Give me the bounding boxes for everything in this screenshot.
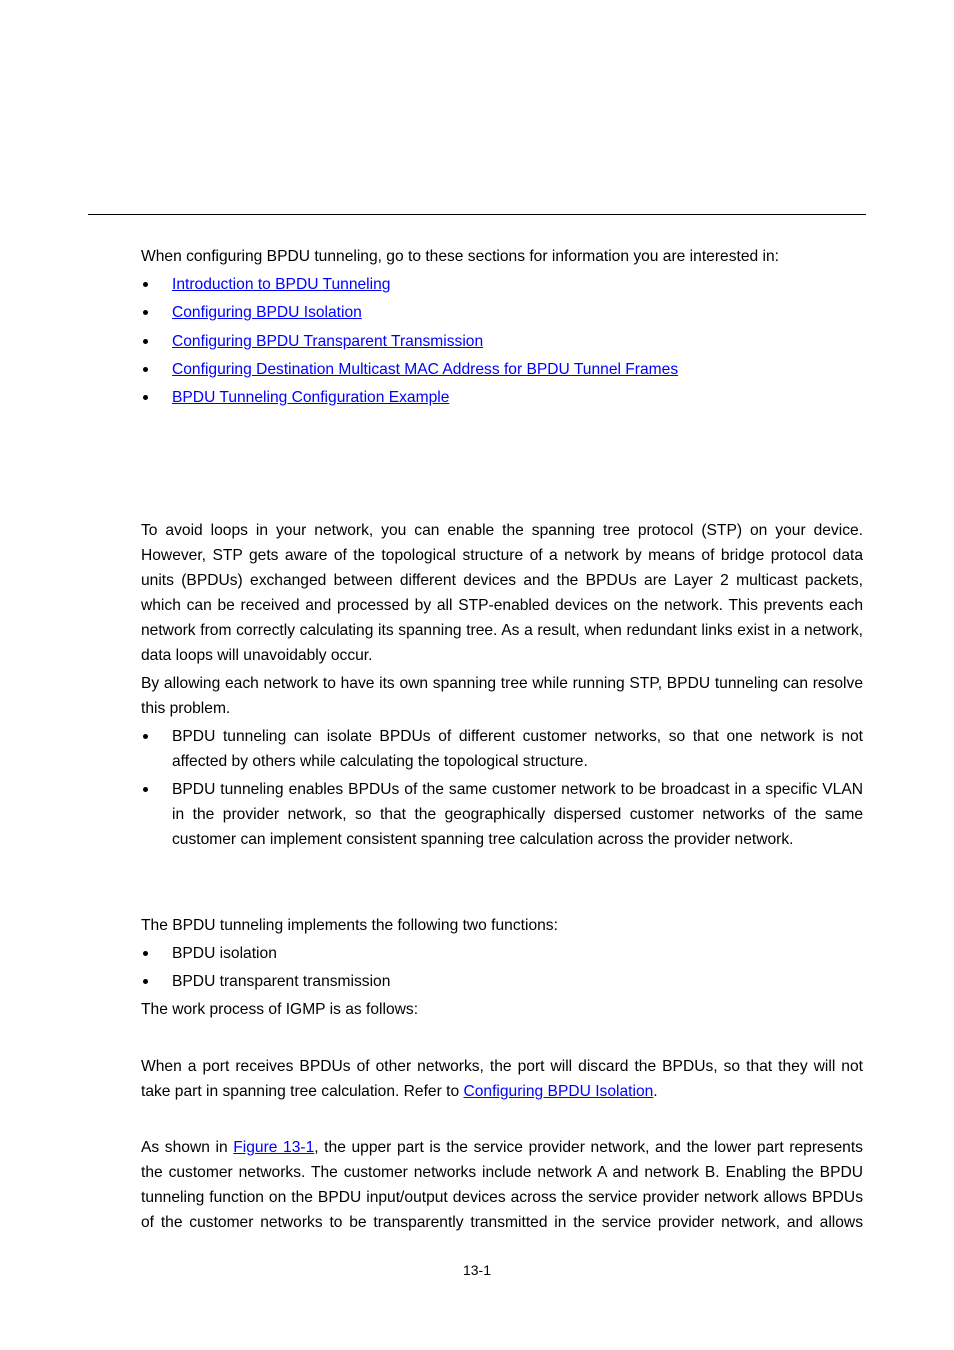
isolation-line (141, 1079, 863, 1104)
bullet-icon (143, 310, 148, 315)
bullet-icon (143, 979, 148, 984)
transparent-line (141, 1135, 863, 1160)
page-number: 13-1 (462, 1262, 492, 1278)
transparent-line-rest: , the upper part is the service provider network, and the lower part represents (314, 1139, 863, 1156)
overview-p1-line: which can be received and processed by all STP-enabled devices on the network. This prevents each (141, 597, 863, 614)
isolation-line-end: . (653, 1083, 658, 1100)
overview-p2-line: this problem. (141, 700, 231, 717)
overview-bullet2-line: BPDU tunneling enables BPDUs of the same customer network to be broadcast in a specific VLAN (172, 781, 863, 798)
overview-p1-line: data loops will unavoidably occur. (141, 647, 373, 664)
function-item: BPDU transparent transmission (172, 973, 391, 990)
link-config-example[interactable]: BPDU Tunneling Configuration Example (172, 389, 450, 406)
overview-bullet2-line: customer can implement consistent spanning tree calculation across the provider network. (172, 831, 794, 848)
transparent-line-text: As shown in (141, 1139, 234, 1156)
isolation-line-text: take part in spanning tree calculation. Refer to (141, 1083, 464, 1100)
overview-bullet2-line: in the provider network, so that the geographically dispersed customer networks of the same (172, 806, 863, 823)
functions-text: The BPDU tunneling implements the following two functions: (141, 917, 558, 934)
work-process-text: The work process of IGMP is as follows: (141, 1001, 419, 1018)
bullet-icon (143, 339, 148, 344)
overview-p1-line: To avoid loops in your network, you can enable the spanning tree protocol (STP) on your device. (141, 522, 863, 539)
link-bpdu-isolation[interactable]: Configuring BPDU Isolation (172, 304, 362, 321)
transparent-line: tunneling function on the BPDU input/output devices across the service provider network allows BPDUs (141, 1189, 863, 1206)
chapter-rule (88, 214, 866, 215)
transparent-line: the customer networks. The customer networks include network A and network B. Enabling the BPDU (141, 1164, 863, 1181)
function-item: BPDU isolation (172, 945, 277, 962)
link-destination-mac[interactable]: Configuring Destination Multicast MAC Address for BPDU Tunnel Frames (172, 361, 679, 378)
bullet-icon (143, 951, 148, 956)
overview-p1-line: However, STP gets aware of the topological structure of a network by means of bridge protocol data (141, 547, 863, 564)
bullet-icon (143, 734, 148, 739)
bullet-icon (143, 367, 148, 372)
overview-bullet1-line: affected by others while calculating the topological structure. (172, 753, 588, 770)
overview-p2-line: By allowing each network to have its own spanning tree while running STP, BPDU tunneling can resolve (141, 675, 863, 692)
link-introduction[interactable]: Introduction to BPDU Tunneling (172, 276, 391, 293)
bullet-icon (143, 787, 148, 792)
overview-p1-line: units (BPDUs) exchanged between different devices and the BPDUs are Layer 2 multicast packets, (141, 572, 863, 589)
transparent-line: of the customer networks to be transparently transmitted in the service provider network, and allows (141, 1214, 863, 1231)
bullet-icon (143, 282, 148, 287)
overview-bullet1-line: BPDU tunneling can isolate BPDUs of different customer networks, so that one network is not (172, 728, 863, 745)
link-bpdu-isolation-inline[interactable]: Configuring BPDU Isolation (463, 1083, 654, 1100)
link-transparent-transmission[interactable]: Configuring BPDU Transparent Transmission (172, 333, 484, 350)
intro-text: When configuring BPDU tunneling, go to these sections for information you are interested in: (141, 248, 779, 265)
bullet-icon (143, 395, 148, 400)
isolation-line: When a port receives BPDUs of other networks, the port will discard the BPDUs, so that they will not (141, 1058, 863, 1075)
link-figure-13-1[interactable]: Figure 13-1 (233, 1139, 315, 1156)
overview-p1-line: network from correctly calculating its spanning tree. As a result, when redundant links exist in a network, (141, 622, 863, 639)
